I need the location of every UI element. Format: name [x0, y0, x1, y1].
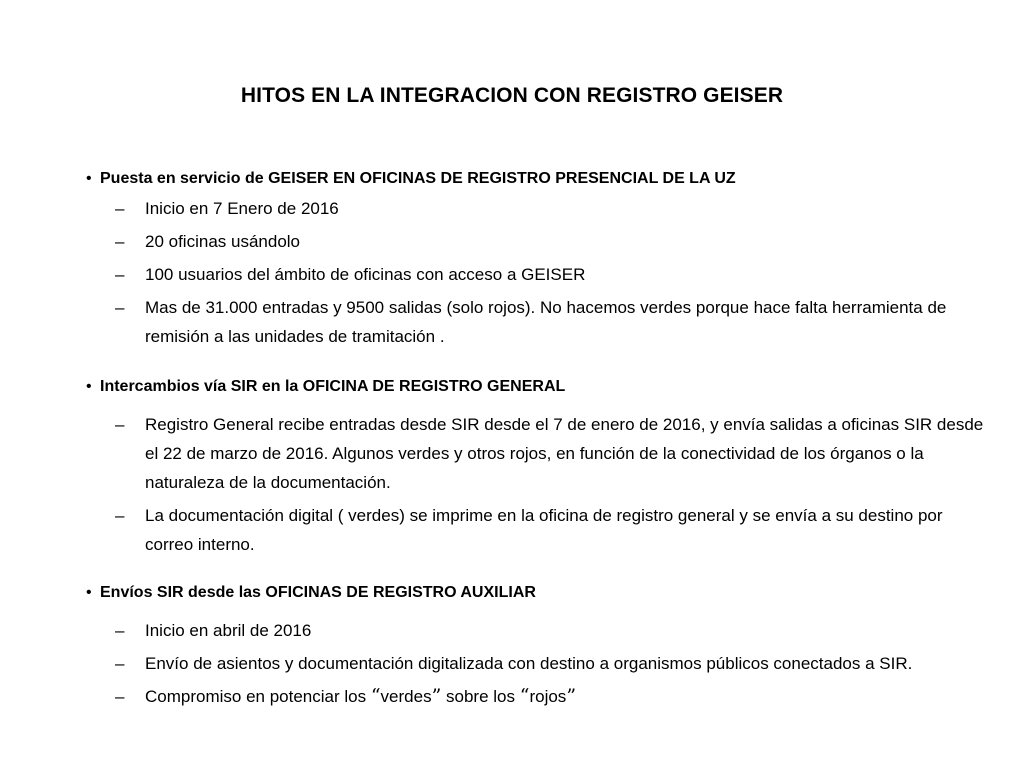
- list-item: [0, 227, 1024, 256]
- bullet-heading: [0, 582, 1024, 606]
- list-item-text: Registro General recibe entradas desde SIR desde el 7 de enero de 2016, y envía salidas a oficinas SIR desde el 22 de marzo de 2016. Algunos verdes y otros rojos, en función de la conectividad de los órganos o la naturaleza de la documentación.: [145, 415, 984, 492]
- list-item: [0, 410, 1024, 497]
- section-registro-general: [0, 376, 1024, 559]
- section-registro-auxiliar: [0, 582, 1024, 711]
- bullet-heading: [0, 376, 1024, 400]
- dash: –: [115, 298, 125, 317]
- bullet-dot: •: [86, 584, 92, 601]
- open-quote: “: [370, 685, 381, 707]
- list-item-text: Inicio en abril de 2016: [145, 621, 312, 640]
- dash: –: [115, 199, 125, 218]
- dash: –: [115, 506, 125, 525]
- text-before: Compromiso en potenciar los: [145, 687, 371, 706]
- close-quote: ”: [566, 685, 577, 707]
- bullet-heading: [0, 168, 1024, 192]
- bullet-dot: •: [86, 378, 92, 395]
- list-item: [0, 194, 1024, 223]
- dash: –: [115, 265, 125, 284]
- list-item-text: [145, 682, 990, 711]
- open-quote: “: [519, 685, 530, 707]
- dash: –: [115, 687, 125, 706]
- list-item: [0, 260, 1024, 289]
- list-item: [0, 616, 1024, 645]
- dash: –: [115, 415, 125, 434]
- bullet-heading-text: Intercambios vía SIR en la OFICINA DE REGISTRO GENERAL: [100, 378, 566, 395]
- list-item-text: La documentación digital ( verdes) se imprime en la oficina de registro general y se envía a su destino por correo interno.: [145, 506, 943, 554]
- bullet-heading-text: Envíos SIR desde las OFICINAS DE REGISTRO AUXILIAR: [100, 584, 536, 601]
- section-geiser-oficinas: [0, 168, 1024, 351]
- quoted-word-rojos: rojos: [529, 687, 567, 706]
- list-item: [0, 682, 1024, 711]
- list-item: [0, 649, 1024, 678]
- list-item-text: Inicio en 7 Enero de 2016: [145, 199, 339, 218]
- list-item: [0, 293, 1024, 351]
- list-item-text: 100 usuarios del ámbito de oficinas con acceso a GEISER: [145, 265, 586, 284]
- list-item-text: 20 oficinas usándolo: [145, 232, 301, 251]
- dash: –: [115, 232, 125, 251]
- close-quote: ”: [431, 685, 442, 707]
- list-item-text: Mas de 31.000 entradas y 9500 salidas (solo rojos). No hacemos verdes porque hace falta herramienta de remisión a las unidades de tramitación .: [145, 298, 947, 346]
- bullet-dot: •: [86, 170, 92, 187]
- dash: –: [115, 621, 125, 640]
- text-middle: sobre los: [441, 687, 520, 706]
- slide-title: HITOS EN LA INTEGRACION CON REGISTRO GEISER: [240, 84, 784, 107]
- list-item-text: Envío de asientos y documentación digitalizada con destino a organismos públicos conectados a SIR.: [145, 654, 913, 673]
- quoted-word-verdes: verdes: [380, 687, 432, 706]
- bullet-heading-text: Puesta en servicio de GEISER EN OFICINAS DE REGISTRO PRESENCIAL DE LA UZ: [100, 170, 736, 187]
- list-item: [0, 501, 1024, 559]
- dash: –: [115, 654, 125, 673]
